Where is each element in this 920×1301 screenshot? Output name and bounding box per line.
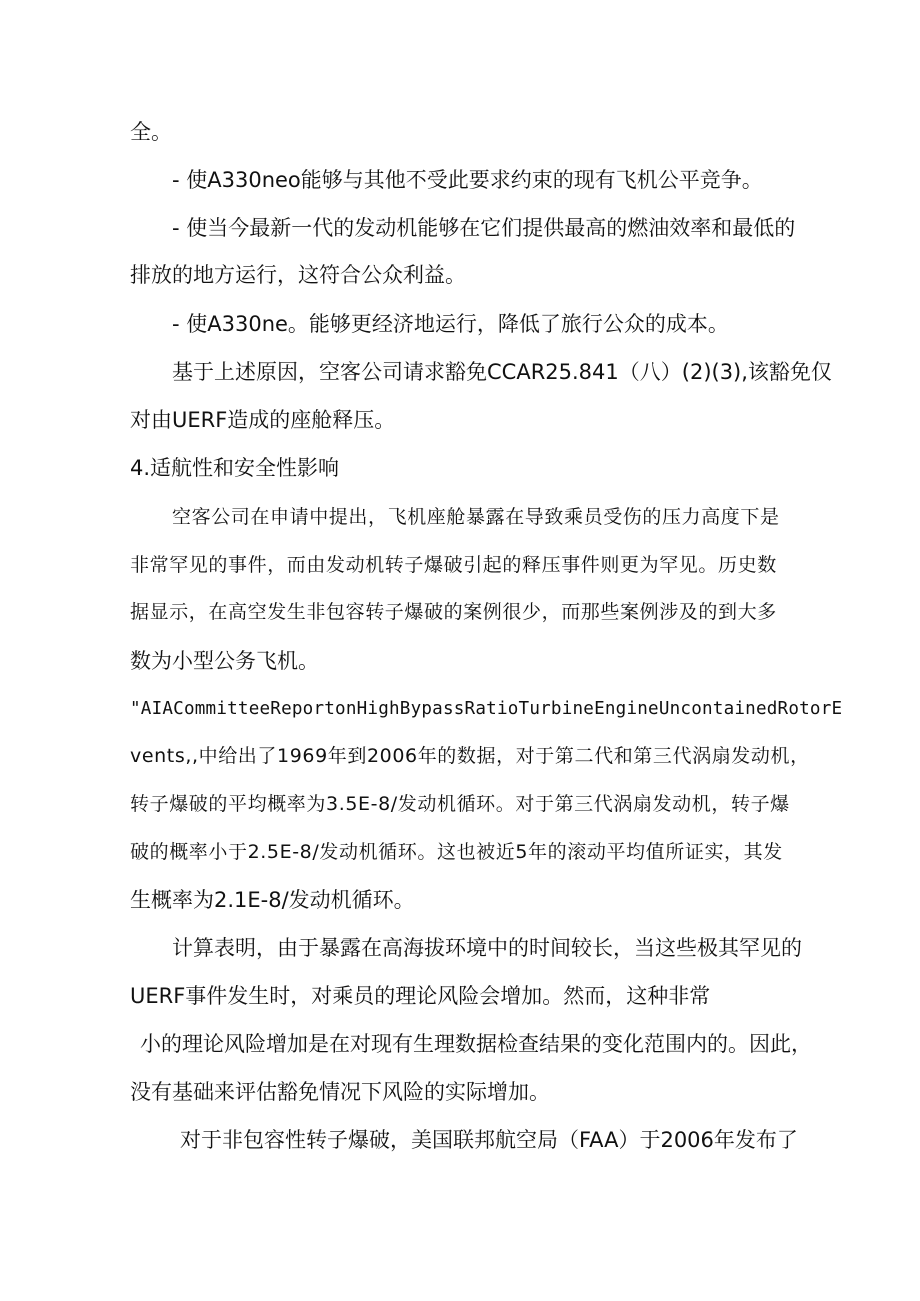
bullet-item: - 使A330ne。能够更经济地运行，降低了旅行公众的成本。 <box>172 312 729 336</box>
text-line: 非常罕见的事件，而由发动机转子爆破引起的释压事件则更为罕见。历史数 <box>130 554 777 576</box>
text-line: 没有基础来评估豁免情况下风险的实际增加。 <box>130 1080 550 1104</box>
text-line: 转子爆破的平均概率为3.5E-8/发动机循环。对于第三代涡扇发动机，转子爆 <box>130 793 790 815</box>
section-heading: 4.适航性和安全性影响 <box>130 456 340 480</box>
text-line: 对于非包容性转子爆破，美国联邦航空局（FAA）于2006年发布了 <box>180 1128 798 1152</box>
report-title-line: "AIACommitteeReportonHighBypassRatioTurbineEngineUncontainedRotorE <box>130 699 843 719</box>
bullet-item: - 使A330neo能够与其他不受此要求约束的现有飞机公平竞争。 <box>172 168 763 192</box>
text-line: 生概率为2.1E-8/发动机循环。 <box>130 888 415 912</box>
text-line: 排放的地方运行，这符合公众利益。 <box>130 263 466 287</box>
bullet-item: - 使当今最新一代的发动机能够在它们提供最高的燃油效率和最低的 <box>172 216 796 240</box>
text-line: 破的概率小于2.5E-8/发动机循环。这也被近5年的滚动平均值所证实，其发 <box>130 841 783 863</box>
text-line: 小的理论风险增加是在对现有生理数据检查结果的变化范围内的。因此， <box>140 1032 812 1056</box>
text-line: 据显示，在高空发生非包容转子爆破的案例很少，而那些案例涉及的到大多 <box>130 601 777 623</box>
text-line: 对由UERF造成的座舱释压。 <box>130 408 396 432</box>
text-line: vents,,中给出了1969年到2006年的数据，对于第二代和第三代涡扇发动机， <box>130 745 810 767</box>
text-line: UERF事件发生时，对乘员的理论风险会增加。然而，这种非常 <box>130 984 711 1008</box>
text-line: 基于上述原因，空客公司请求豁免CCAR25.841（八）(2)(3),该豁免仅 <box>172 360 832 384</box>
text-line: 数为小型公务飞机。 <box>130 649 319 673</box>
text-line: 全。 <box>130 120 172 144</box>
text-line: 计算表明，由于暴露在高海拔环境中的时间较长，当这些极其罕见的 <box>172 936 802 960</box>
text-line: 空客公司在申请中提出，飞机座舱暴露在导致乘员受伤的压力高度下是 <box>172 506 780 528</box>
